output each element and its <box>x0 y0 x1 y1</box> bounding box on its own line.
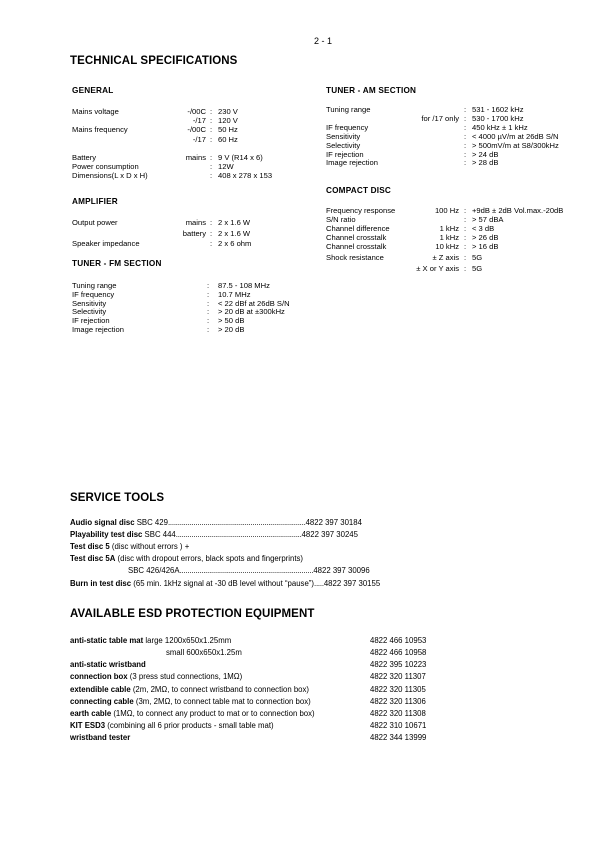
spec-label: Speaker impedance <box>72 239 140 248</box>
spec-separator: : <box>464 232 467 242</box>
spec-value: < 4000 µV/m at 26dB S/N <box>472 131 559 141</box>
spec-value: 531 - 1602 kHz <box>472 105 524 114</box>
spec-qualifier: 1 kHz <box>439 232 459 242</box>
spec-value: > 28 dB <box>472 158 499 168</box>
am-heading: TUNER - AM SECTION <box>326 86 417 95</box>
spec-separator: : <box>207 316 210 326</box>
esd-item-code: 4822 320 11306 <box>370 697 426 706</box>
spec-separator: : <box>210 228 213 238</box>
spec-separator: : <box>464 206 467 215</box>
spec-separator: : <box>207 281 210 290</box>
spec-qualifier: 1 kHz <box>439 223 459 233</box>
spec-separator: : <box>464 241 467 251</box>
spec-label: Tuning range <box>72 281 117 290</box>
esd-item <box>70 697 311 707</box>
service-tool-description: SBC 426/426A <box>128 566 180 575</box>
esd-item-name: anti-static table mat <box>70 636 144 645</box>
spec-separator: : <box>464 264 467 274</box>
esd-item-name: extendible cable <box>70 685 131 694</box>
esd-item <box>70 660 146 670</box>
spec-separator: : <box>207 325 210 334</box>
esd-item <box>70 709 315 719</box>
esd-item-description: (1MΩ, to connect any product to mat or to connection box) <box>111 709 315 718</box>
spec-separator: : <box>207 289 210 299</box>
spec-separator: : <box>464 223 467 233</box>
service-tool-name: Audio signal disc <box>70 518 135 527</box>
service-tool-item <box>70 554 303 564</box>
spec-qualifier: -/00C <box>187 125 206 135</box>
spec-value: 120 V <box>218 116 238 126</box>
page-number: 2 - 1 <box>314 36 333 46</box>
spec-value: 9 V (R14 x 6) <box>218 152 263 162</box>
esd-item <box>70 636 231 646</box>
cd-heading: COMPACT DISC <box>326 186 392 195</box>
service-tool-item <box>70 530 358 540</box>
spec-label: Shock resistance <box>326 252 384 262</box>
spec-value: 12W <box>218 162 234 171</box>
spec-label: Sensitivity <box>326 131 361 141</box>
spec-separator: : <box>464 105 467 114</box>
service-tools-title: SERVICE TOOLS <box>70 492 165 504</box>
esd-item-description: large 1200x650x1.25mm <box>143 636 232 645</box>
esd-item-name: connecting cable <box>70 697 134 706</box>
spec-qualifier: -/00C <box>187 107 206 116</box>
spec-label: Tuning range <box>326 105 371 114</box>
esd-item <box>70 721 274 731</box>
esd-item-code: 4822 395 10223 <box>370 660 427 669</box>
spec-separator: : <box>210 107 213 116</box>
spec-separator: : <box>464 252 467 262</box>
spec-value: < 22 dBf at 26dB S/N <box>218 298 290 308</box>
esd-item-code: 4822 466 10953 <box>370 636 427 645</box>
spec-separator: : <box>210 134 213 144</box>
spec-separator: : <box>464 122 467 132</box>
spec-value: 87.5 - 108 MHz <box>218 281 270 290</box>
spec-value: > 20 dB <box>218 325 245 334</box>
esd-item-code: 4822 344 13999 <box>370 733 427 742</box>
spec-value: 10.7 MHz <box>218 289 251 299</box>
spec-label: Mains voltage <box>72 107 119 116</box>
spec-label: Selectivity <box>72 307 107 317</box>
spec-value: 5G <box>472 252 483 262</box>
spec-qualifier: mains <box>185 218 206 227</box>
spec-qualifier: -/17 <box>192 134 206 144</box>
spec-value: 530 - 1700 kHz <box>472 113 524 123</box>
service-tool-item <box>70 542 189 552</box>
esd-item-name: anti-static wristband <box>70 660 146 669</box>
spec-label: Image rejection <box>326 158 378 168</box>
spec-value: 50 Hz <box>218 125 238 135</box>
general-heading: GENERAL <box>72 86 114 95</box>
service-tool-description: (disc without errors ) + <box>109 542 190 551</box>
service-tool-item <box>70 579 380 589</box>
spec-value: > 500mV/m at S8/300kHz <box>472 140 559 150</box>
spec-value: > 26 dB <box>472 232 499 242</box>
esd-item-code: 4822 310 10671 <box>370 721 427 730</box>
service-tool-name: Test disc 5 <box>70 542 110 551</box>
spec-label: Battery <box>72 152 97 162</box>
spec-label: IF rejection <box>326 149 364 159</box>
esd-item-name: connection box <box>70 672 128 681</box>
spec-value: 230 V <box>218 107 238 116</box>
spec-label: Frequency response <box>326 206 396 215</box>
spec-value: > 57 dBA <box>472 214 504 224</box>
spec-value: 60 Hz <box>218 134 238 144</box>
spec-label: Output power <box>72 218 118 227</box>
spec-qualifier: ± Z axis <box>432 252 459 262</box>
spec-separator: : <box>210 171 213 181</box>
technical-specifications-title: TECHNICAL SPECIFICATIONS <box>70 55 238 67</box>
spec-separator: : <box>464 158 467 168</box>
service-tool-name: Test disc 5A <box>70 554 116 563</box>
spec-separator: : <box>464 131 467 141</box>
spec-label: Power consumption <box>72 162 139 171</box>
spec-label: Selectivity <box>326 140 361 150</box>
esd-item-name: earth cable <box>70 709 112 718</box>
spec-value: 2 x 6 ohm <box>218 239 252 248</box>
spec-separator: : <box>210 239 213 248</box>
esd-item <box>70 685 309 695</box>
spec-label: Channel crosstalk <box>326 241 387 251</box>
spec-value: > 50 dB <box>218 316 245 326</box>
spec-separator: : <box>210 152 213 162</box>
spec-label: S/N ratio <box>326 214 356 224</box>
service-tool-code: 4822 397 30245 <box>301 530 358 539</box>
spec-qualifier: 10 kHz <box>435 241 459 251</box>
spec-value: 5G <box>472 264 483 274</box>
spec-separator: : <box>210 125 213 135</box>
spec-separator: : <box>210 116 213 126</box>
spec-label: IF rejection <box>72 316 110 326</box>
service-tool-description: SBC 429 <box>134 518 168 527</box>
esd-item-description: (3m, 2MΩ, to connect table mat to connection box) <box>133 697 311 706</box>
spec-label: Mains frequency <box>72 125 128 135</box>
esd-item-code: 4822 320 11307 <box>370 672 426 681</box>
spec-separator: : <box>207 307 210 317</box>
spec-value: > 24 dB <box>472 149 499 159</box>
spec-label: IF frequency <box>72 289 115 299</box>
spec-label: IF frequency <box>326 122 369 132</box>
spec-value: > 20 dB at ±300kHz <box>218 307 285 317</box>
spec-qualifier: for /17 only <box>421 113 459 123</box>
spec-separator: : <box>464 214 467 224</box>
service-tool-item <box>70 518 362 528</box>
fm-heading: TUNER - FM SECTION <box>72 259 162 268</box>
service-tool-code: 4822 397 30096 <box>313 566 370 575</box>
leader-dots: ................................................................ <box>175 530 302 539</box>
spec-value: +9dB ± 2dB Vol.max.-20dB <box>472 206 564 215</box>
leader-dots: .................................................................... <box>179 566 314 575</box>
spec-separator: : <box>207 298 210 308</box>
esd-title: AVAILABLE ESD PROTECTION EQUIPMENT <box>70 608 315 620</box>
spec-label: Channel crosstalk <box>326 232 387 242</box>
esd-item-code: 4822 320 11305 <box>370 685 426 694</box>
spec-value: 450 kHz ± 1 kHz <box>472 122 528 132</box>
spec-label: Dimensions(L x D x H) <box>72 171 148 181</box>
service-tool-description: (disc with dropout errors, black spots and fingerprints) <box>115 554 303 563</box>
spec-qualifier: -/17 <box>192 116 206 126</box>
spec-separator: : <box>464 149 467 159</box>
spec-separator: : <box>464 113 467 123</box>
spec-value: < 3 dB <box>472 223 495 233</box>
spec-qualifier: battery <box>182 228 206 238</box>
esd-item-description: small 600x650x1.25m <box>166 648 242 657</box>
spec-value: > 16 dB <box>472 241 499 251</box>
esd-item <box>70 733 130 743</box>
esd-item-description: (3 press stud connections, 1MΩ) <box>127 672 243 681</box>
leader-dots: ...................................................................... <box>167 518 306 527</box>
spec-label: Image rejection <box>72 325 124 334</box>
spec-separator: : <box>210 162 213 171</box>
spec-value: 2 x 1.6 W <box>218 218 251 227</box>
leader-dots: ..... <box>313 579 324 588</box>
esd-item <box>166 648 242 658</box>
service-tool-code: 4822 397 30155 <box>323 579 381 588</box>
spec-separator: : <box>464 140 467 150</box>
spec-separator: : <box>210 218 213 227</box>
esd-item-code: 4822 466 10958 <box>370 648 427 657</box>
service-tool-code: 4822 397 30184 <box>305 518 362 527</box>
spec-value: 2 x 1.6 W <box>218 228 251 238</box>
service-tool-item <box>128 566 370 576</box>
esd-item-description: (combining all 6 prior products - small table mat) <box>105 721 274 730</box>
spec-label: Channel difference <box>326 223 390 233</box>
service-tool-name: Burn in test disc <box>70 579 132 588</box>
spec-qualifier: mains <box>185 152 206 162</box>
esd-item-description: (2m, 2MΩ, to connect wristband to connection box) <box>130 685 309 694</box>
esd-item-name: KIT ESD3 <box>70 721 106 730</box>
spec-value: 408 x 278 x 153 <box>218 171 273 181</box>
spec-qualifier: 100 Hz <box>434 206 459 215</box>
amplifier-heading: AMPLIFIER <box>72 197 118 206</box>
service-tool-description: (65 min. 1kHz signal at -30 dB level without “pause”) <box>131 579 314 588</box>
spec-qualifier: ± X or Y axis <box>416 264 459 274</box>
service-tool-name: Playability test disc <box>70 530 143 539</box>
esd-item-code: 4822 320 11308 <box>370 709 426 718</box>
esd-item <box>70 672 242 682</box>
service-tool-description: SBC 444 <box>142 530 176 539</box>
esd-item-name: wristband tester <box>70 733 131 742</box>
spec-label: Sensitivity <box>72 298 107 308</box>
